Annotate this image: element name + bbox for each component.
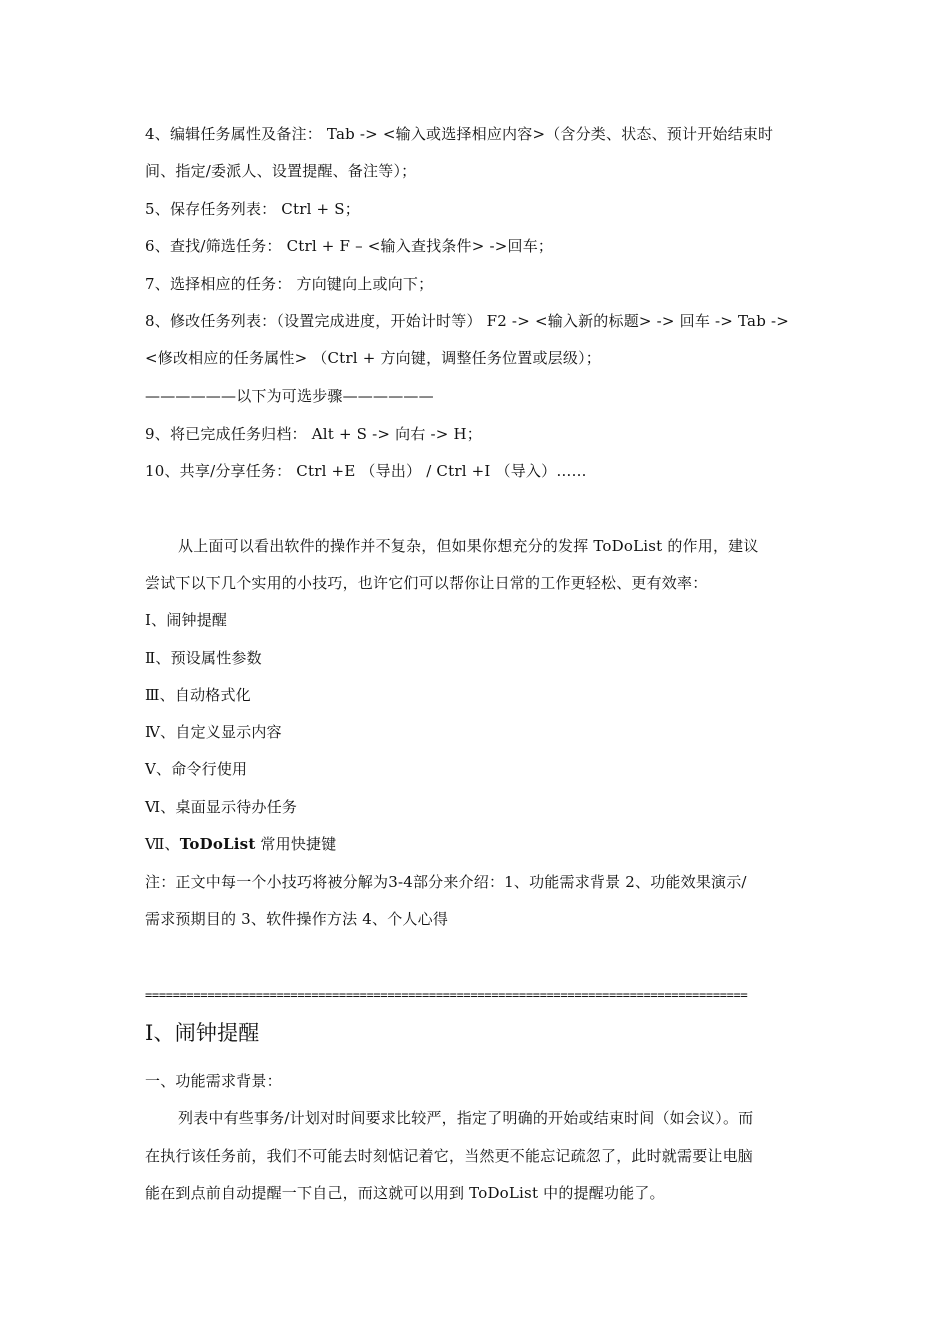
tip-6: Ⅵ、桌面显示待办任务	[145, 798, 298, 816]
step-6: 6、查找/筛选任务： Ctrl + F – <输入查找条件> ->回车；	[145, 237, 554, 255]
tip-4: Ⅳ、自定义显示内容	[145, 723, 282, 741]
tip-7-suffix: 常用快捷键	[255, 835, 337, 853]
step-8-line-2: <修改相应的任务属性> （Ctrl + 方向键，调整任务位置或层级）；	[145, 349, 601, 367]
optional-steps-divider: ——————以下为可选步骤——————	[145, 387, 434, 405]
step-8-line-1: 8、修改任务列表：（设置完成进度，开始计时等） F2 -> <输入新的标题> -> 回车 -> Tab ->	[145, 312, 790, 330]
intro-line-2: 尝试下以下几个实用的小技巧，也许它们可以帮你让日常的工作更轻松、更有效率：	[145, 574, 708, 592]
tip-7-prefix: Ⅶ、	[145, 835, 180, 853]
note-line-2: 需求预期目的 3、软件操作方法 4、个人心得	[145, 910, 449, 928]
tip-5: Ⅴ、命令行使用	[145, 760, 248, 778]
tip-7-product-name: ToDoList	[179, 835, 256, 853]
paragraph-line-2: 在执行该任务前，我们不可能去时刻惦记着它，当然更不能忘记疏忽了，此时就需要让电脑	[145, 1147, 754, 1165]
tip-1: Ⅰ、闹钟提醒	[145, 611, 228, 629]
step-10: 10、共享/分享任务： Ctrl +E （导出） / Ctrl +I （导入）……	[145, 462, 587, 480]
intro-line-1: 从上面可以看出软件的操作并不复杂，但如果你想充分的发挥 ToDoList 的作用，建议	[178, 537, 759, 555]
step-4-line-2: 间、指定/委派人、设置提醒、备注等）；	[145, 162, 417, 180]
tip-7	[145, 834, 336, 854]
tip-2: Ⅱ、预设属性参数	[145, 649, 262, 667]
paragraph-line-3: 能在到点前自动提醒一下自己，而这就可以用到 ToDoList 中的提醒功能了。	[145, 1184, 665, 1202]
step-9: 9、将已完成任务归档： Alt + S -> 向右 -> H；	[145, 425, 482, 443]
section-title: Ⅰ、闹钟提醒	[145, 1021, 260, 1045]
step-7: 7、选择相应的任务： 方向键向上或向下；	[145, 275, 434, 293]
note-line-1: 注：正文中每一个小技巧将被分解为3-4部分来介绍：1、功能需求背景 2、功能效果演示/	[145, 873, 747, 891]
tip-3: Ⅲ、自动格式化	[145, 686, 251, 704]
paragraph-line-1: 列表中有些事务/计划对时间要求比较严，指定了明确的开始或结束时间（如会议）。而	[178, 1109, 754, 1127]
section-separator: =======================================================================================	[145, 988, 748, 1002]
subsection-title: 一、功能需求背景：	[145, 1072, 282, 1090]
step-4-line-1: 4、编辑任务属性及备注： Tab -> <输入或选择相应内容>（含分类、状态、预计开始结束时	[145, 125, 774, 143]
step-5: 5、保存任务列表： Ctrl + S；	[145, 200, 360, 218]
